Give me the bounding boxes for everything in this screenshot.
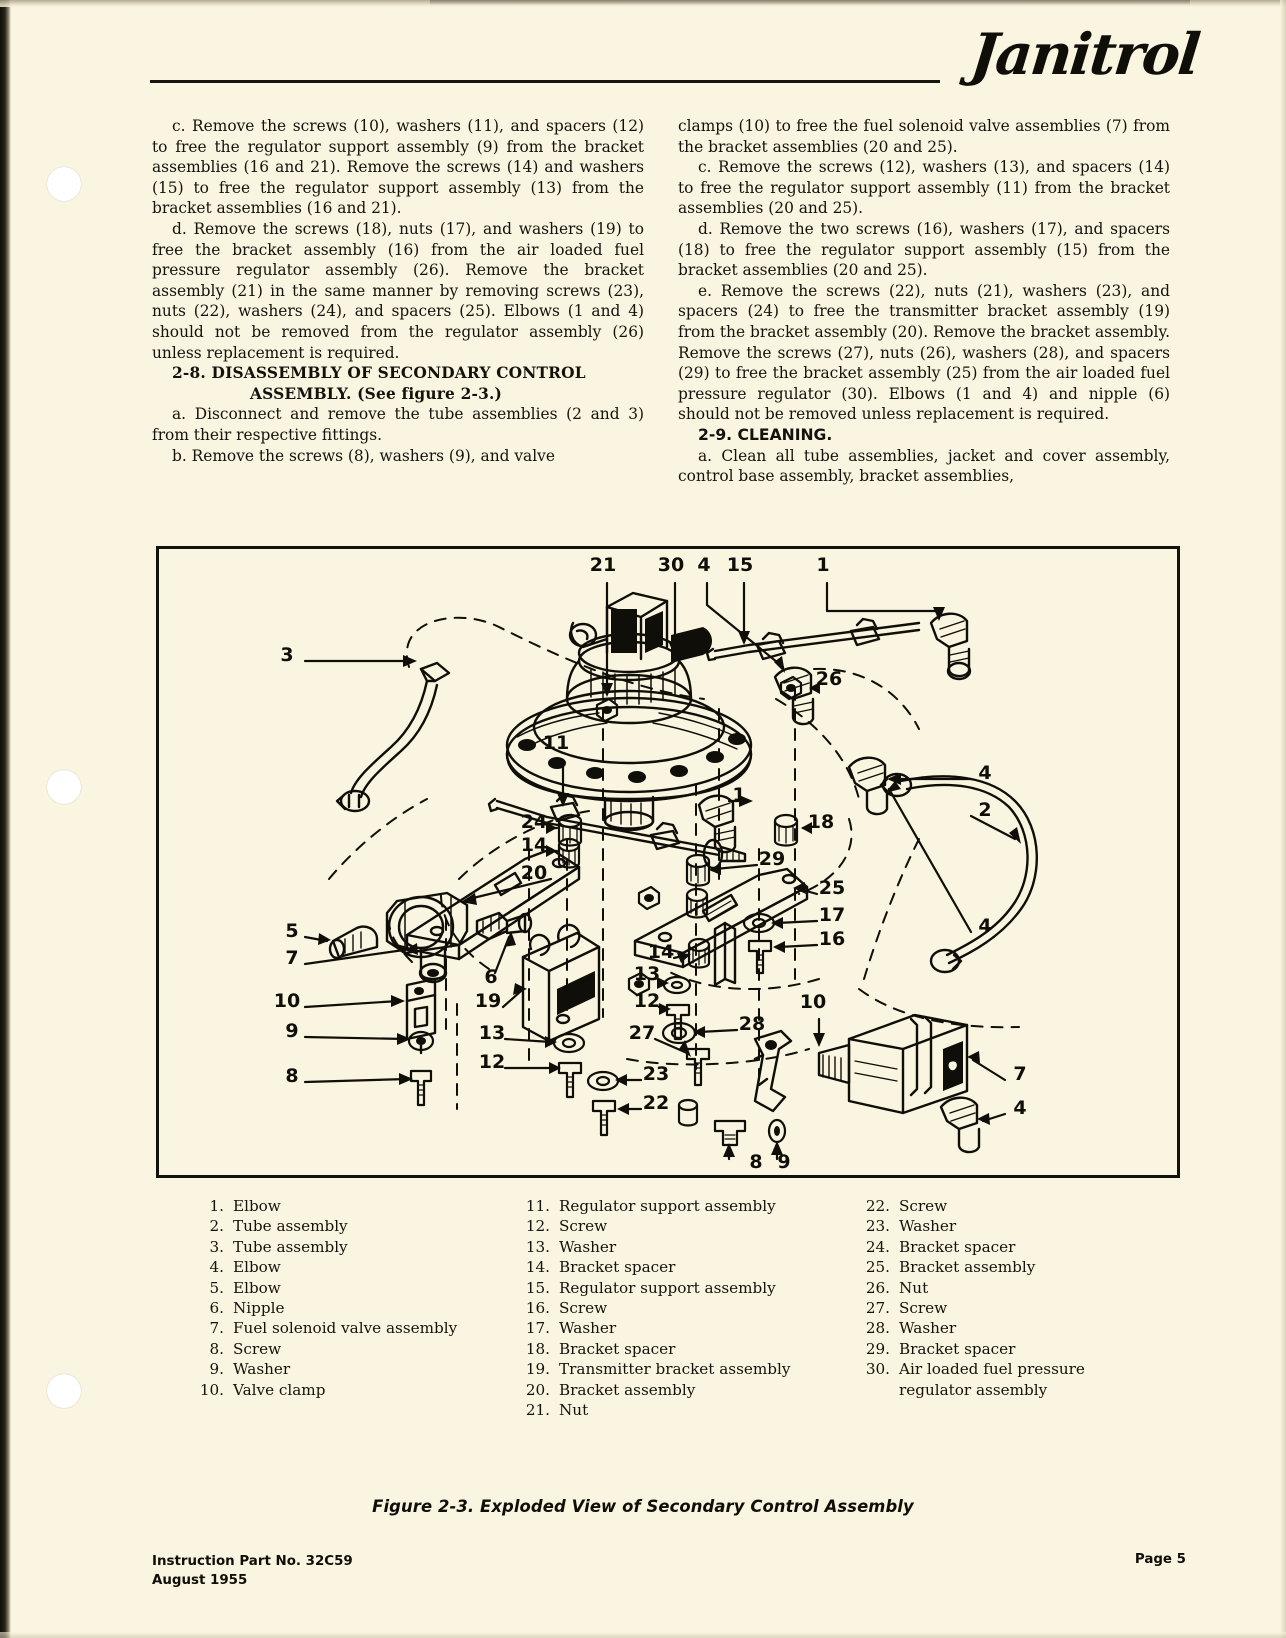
legend-item-number: 1. bbox=[209, 1197, 224, 1215]
paragraph-c-left: c. Remove the screws (10), washers (11), and spacers (12) to free the regulator support assembly (9) from the bracket assemblies (16 and 21). Remove the screws (14) and washers (15) to free the regulator support assembly (13) from the bracket assemblies (16 and 21). bbox=[152, 117, 644, 218]
paragraph-d-left: d. Remove the screws (18), nuts (17), and washers (19) to free the bracket assembly (16) from the air loaded fuel pressure regulator assembly (26). Remove the bracket assembly (21) in the same manner by removing screws (23), nuts (22), washers (24), and spacers (25). Elbows (1 and 4) should not be removed from the regulator assembly (26) unless replacement is required. bbox=[152, 219, 644, 362]
figure-callout-4: 4 bbox=[978, 915, 992, 937]
legend-item-number: 28. bbox=[865, 1319, 890, 1338]
legend-item bbox=[856, 1339, 1176, 1359]
legend-item-number: 26. bbox=[865, 1278, 890, 1297]
legend-item-number: 22. bbox=[865, 1197, 890, 1215]
figure-callout-15: 15 bbox=[726, 554, 754, 576]
legend-item-number: 2. bbox=[209, 1217, 224, 1236]
legend-item-label: Air loaded fuel pressure regulator assembly bbox=[899, 1359, 1176, 1400]
paragraph-b-left: b. Remove the screws (8), washers (9), and valve bbox=[172, 446, 555, 465]
legend-item bbox=[856, 1257, 1176, 1277]
legend-item-label: Screw bbox=[899, 1197, 948, 1215]
figure-callout-3: 3 bbox=[280, 644, 294, 666]
figure-callout-10: 10 bbox=[273, 990, 301, 1012]
legend-item-label: Nut bbox=[899, 1278, 929, 1297]
figure-callout-18: 18 bbox=[807, 811, 835, 833]
legend-item-number: 13. bbox=[525, 1237, 550, 1256]
legend-item bbox=[190, 1298, 490, 1318]
figure-callout-23: 23 bbox=[642, 1063, 670, 1085]
legend-item bbox=[516, 1318, 846, 1338]
figure-callout-7: 7 bbox=[1013, 1063, 1027, 1085]
figure-callout-14: 14 bbox=[520, 834, 548, 856]
figure-callout-4: 4 bbox=[1013, 1097, 1027, 1119]
legend-item-number: 12. bbox=[525, 1217, 550, 1236]
brand-logo: Janitrol bbox=[967, 21, 1202, 88]
legend-item-label: Transmitter bracket assembly bbox=[559, 1360, 791, 1379]
figure-callout-1: 1 bbox=[816, 554, 830, 576]
legend-item-number: 24. bbox=[865, 1237, 890, 1256]
legend-item bbox=[516, 1278, 846, 1298]
section-heading-2-9 bbox=[678, 425, 1170, 446]
legend-item-number: 30. bbox=[865, 1360, 890, 1379]
legend-item-label-continued: regulator assembly bbox=[899, 1380, 1048, 1399]
figure-callout-22: 22 bbox=[642, 1092, 670, 1114]
legend-item bbox=[516, 1196, 846, 1216]
legend-item-label: Nipple bbox=[233, 1299, 285, 1318]
legend-item bbox=[516, 1237, 846, 1257]
legend-item-number: 9. bbox=[209, 1360, 224, 1379]
legend-item-label: Bracket spacer bbox=[559, 1339, 676, 1358]
legend-item-label: Washer bbox=[899, 1217, 957, 1236]
legend-item-label: Washer bbox=[559, 1319, 617, 1338]
paragraph-e-right: e. Remove the screws (22), nuts (21), washers (23), and spacers (24) to free the transmitter bracket assembly (19) from the bracket assembly (20). Remove the bracket assembly. Remove the screws (27), nuts (26), washers (28), and spacers (29) to free the bracket assembly (25) from the air loaded fuel pressure regulator (30). Elbows (1 and 4) and nipple (6) should not be removed unless replacement is required. bbox=[678, 281, 1170, 424]
legend-item-label: Elbow bbox=[233, 1197, 281, 1215]
figure-callout-30: 30 bbox=[657, 554, 685, 576]
scan-edge-right bbox=[1280, 0, 1286, 1638]
legend-item bbox=[856, 1216, 1176, 1236]
legend-item bbox=[190, 1339, 490, 1359]
section-number-2-9: 2-9. bbox=[698, 425, 733, 444]
legend-item-label: Bracket spacer bbox=[559, 1258, 676, 1277]
figure-callout-26: 26 bbox=[815, 668, 843, 690]
section-heading-2-8 bbox=[152, 363, 644, 404]
legend-item bbox=[516, 1380, 846, 1400]
legend-item bbox=[190, 1318, 490, 1338]
legend-item-label: Bracket assembly bbox=[559, 1380, 696, 1399]
legend-item-number: 18. bbox=[525, 1339, 550, 1358]
body-column-right bbox=[678, 116, 1170, 487]
figure-callout-4: 4 bbox=[697, 554, 711, 576]
legend-item bbox=[190, 1257, 490, 1277]
legend-item-label: Tube assembly bbox=[233, 1217, 348, 1236]
figure-callout-9: 9 bbox=[777, 1151, 791, 1173]
scan-edge-left bbox=[0, 0, 11, 1638]
legend-item-label: Bracket assembly bbox=[899, 1258, 1036, 1277]
legend-item bbox=[516, 1400, 846, 1420]
legend-item-label: Regulator support assembly bbox=[559, 1197, 776, 1215]
legend-item bbox=[190, 1196, 490, 1216]
legend-item-number: 10. bbox=[199, 1380, 224, 1399]
figure-callout-10: 10 bbox=[799, 991, 827, 1013]
footer-part-number: Instruction Part No. 32C59 bbox=[152, 1554, 353, 1569]
figure-caption: Figure 2-3. Exploded View of Secondary Control Assembly bbox=[372, 1497, 914, 1516]
figure-callout-6: 6 bbox=[484, 966, 498, 988]
figure-callout-19: 19 bbox=[474, 990, 502, 1012]
figure-callout-4: 4 bbox=[978, 762, 992, 784]
legend-item-number: 21. bbox=[525, 1401, 550, 1420]
hole-punch-middle bbox=[47, 770, 81, 804]
section-title-2-8-line2: ASSEMBLY. (See figure 2-3.) bbox=[250, 384, 503, 403]
figure-callout-14: 14 bbox=[647, 941, 675, 963]
scan-smudge-top bbox=[430, 0, 1190, 5]
legend-item-label: Tube assembly bbox=[233, 1237, 348, 1256]
footer-page-number: Page 5 bbox=[1134, 1552, 1186, 1567]
legend-item-label: Valve clamp bbox=[233, 1380, 326, 1399]
legend-item bbox=[190, 1278, 490, 1298]
legend-item-number: 5. bbox=[209, 1278, 224, 1297]
legend-column-2 bbox=[516, 1196, 846, 1420]
legend-item-number: 8. bbox=[209, 1339, 224, 1358]
legend-item-number: 29. bbox=[865, 1339, 890, 1358]
paragraph-c-right: c. Remove the screws (12), washers (13), and spacers (14) to free the regulator support assembly (11) from the bracket assemblies (20 and 25). bbox=[678, 158, 1170, 218]
legend-item-label: Screw bbox=[559, 1299, 608, 1318]
figure-callout-20: 20 bbox=[520, 862, 548, 884]
legend-item bbox=[190, 1237, 490, 1257]
body-column-left bbox=[152, 116, 644, 466]
figure-callout-28: 28 bbox=[738, 1013, 766, 1035]
legend-column-3 bbox=[856, 1196, 1176, 1400]
legend-item-number: 4. bbox=[209, 1258, 224, 1277]
legend-item bbox=[856, 1196, 1176, 1216]
legend-item-label: Elbow bbox=[233, 1258, 281, 1277]
legend-item-label: Regulator support assembly bbox=[559, 1278, 776, 1297]
legend-item-label: Screw bbox=[233, 1339, 282, 1358]
figure-callout-29: 29 bbox=[758, 848, 786, 870]
legend-item-number: 17. bbox=[525, 1319, 550, 1338]
footer-date: August 1955 bbox=[152, 1573, 248, 1588]
legend-item-label: Washer bbox=[559, 1237, 617, 1256]
legend-item bbox=[516, 1298, 846, 1318]
figure-callout-5: 5 bbox=[285, 920, 299, 942]
legend-item-number: 16. bbox=[525, 1299, 550, 1318]
section-title-2-8-line1: DISASSEMBLY OF SECONDARY CONTROL bbox=[211, 364, 586, 383]
legend-item-number: 25. bbox=[865, 1258, 890, 1277]
legend-item bbox=[856, 1298, 1176, 1318]
header-rule bbox=[150, 80, 940, 83]
legend-item-label: Washer bbox=[899, 1319, 957, 1338]
footer-left bbox=[152, 1552, 353, 1590]
exploded-diagram bbox=[159, 549, 1177, 1175]
figure-callout-11: 11 bbox=[542, 732, 570, 754]
legend-item-number: 7. bbox=[209, 1319, 224, 1338]
legend-item bbox=[190, 1359, 490, 1379]
legend-item-label: Fuel solenoid valve assembly bbox=[233, 1319, 458, 1338]
legend-item-number: 20. bbox=[525, 1380, 550, 1399]
legend-item-label: Elbow bbox=[233, 1278, 281, 1297]
figure-callout-13: 13 bbox=[478, 1022, 506, 1044]
legend-item-number: 23. bbox=[865, 1217, 890, 1236]
figure-frame bbox=[156, 546, 1180, 1178]
figure-callout-24: 24 bbox=[520, 811, 548, 833]
legend-item-label: Screw bbox=[899, 1299, 948, 1318]
legend-item bbox=[856, 1278, 1176, 1298]
figure-callout-25: 25 bbox=[818, 877, 846, 899]
legend-item bbox=[190, 1380, 490, 1400]
legend-item-number: 15. bbox=[525, 1278, 550, 1297]
legend-item-number: 3. bbox=[209, 1237, 224, 1256]
paragraph-b-cont-right: clamps (10) to free the fuel solenoid valve assemblies (7) from the bracket assemblies (20 and 25). bbox=[678, 117, 1170, 156]
figure-callout-9: 9 bbox=[285, 1020, 299, 1042]
figure-callout-13: 13 bbox=[633, 963, 661, 985]
figure-callout-27: 27 bbox=[628, 1022, 656, 1044]
legend-item-number: 19. bbox=[525, 1360, 550, 1379]
legend-item-number: 14. bbox=[525, 1258, 550, 1277]
legend-item bbox=[516, 1359, 846, 1379]
figure-callout-17: 17 bbox=[818, 904, 846, 926]
figure-callout-8: 8 bbox=[749, 1151, 763, 1173]
hole-punch-top bbox=[47, 167, 81, 201]
figure-callout-12: 12 bbox=[633, 990, 661, 1012]
legend-item-number: 6. bbox=[209, 1299, 224, 1318]
paragraph-a-left: a. Disconnect and remove the tube assemblies (2 and 3) from their respective fittings. bbox=[152, 405, 644, 444]
hole-punch-bottom bbox=[47, 1374, 81, 1408]
figure-callout-2: 2 bbox=[978, 799, 992, 821]
legend-column-1 bbox=[190, 1196, 490, 1400]
legend-item-label: Screw bbox=[559, 1217, 608, 1236]
legend-item-label: Bracket spacer bbox=[899, 1339, 1016, 1358]
figure-callout-1: 1 bbox=[732, 784, 746, 806]
figure-callout-21: 21 bbox=[589, 554, 617, 576]
section-number-2-8: 2-8. bbox=[172, 364, 206, 383]
legend-item-label: Nut bbox=[559, 1401, 589, 1420]
paragraph-d-right: d. Remove the two screws (16), washers (17), and spacers (18) to free the regulator support assembly (15) from the bracket assemblies (20 and 25). bbox=[678, 219, 1170, 280]
figure-callout-16: 16 bbox=[818, 928, 846, 950]
legend-item bbox=[856, 1237, 1176, 1257]
paragraph-a-right: a. Clean all tube assemblies, jacket and cover assembly, control base assembly, bracket assemblies, bbox=[678, 446, 1170, 486]
legend-item-label: Bracket spacer bbox=[899, 1237, 1016, 1256]
legend-item-number: 27. bbox=[865, 1299, 890, 1318]
legend-item bbox=[516, 1216, 846, 1236]
legend-item-label: Washer bbox=[233, 1360, 291, 1379]
legend-item bbox=[516, 1339, 846, 1359]
figure-callout-12: 12 bbox=[478, 1051, 506, 1073]
legend-item bbox=[516, 1257, 846, 1277]
legend-item bbox=[190, 1216, 490, 1236]
figure-callout-8: 8 bbox=[285, 1065, 299, 1087]
legend-item bbox=[856, 1359, 1176, 1400]
scan-edge-bottom bbox=[0, 1632, 1286, 1638]
section-title-2-9: CLEANING. bbox=[737, 425, 833, 444]
legend-item-number: 11. bbox=[525, 1197, 550, 1215]
figure-callout-7: 7 bbox=[285, 947, 299, 969]
legend-item bbox=[856, 1318, 1176, 1338]
